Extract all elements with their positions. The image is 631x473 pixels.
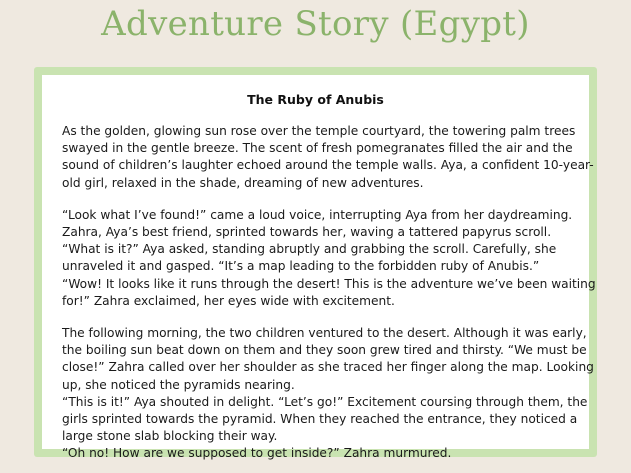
paragraph-line: up, she noticed the pyramids nearing. — [62, 377, 295, 392]
page-title: Adventure Story (Egypt) — [101, 4, 530, 44]
paragraph-line: girls sprinted towards the pyramid. When they reached the entrance, they noticed a — [62, 412, 578, 427]
paragraph-line: unraveled it and gasped. “It’s a map leading to the forbidden ruby of Anubis.” — [62, 259, 540, 274]
story-sheet — [42, 75, 596, 461]
paragraph-line: for!” Zahra exclaimed, her eyes wide with excitement. — [62, 293, 395, 308]
story-body — [62, 123, 596, 463]
paragraph-line: The following morning, the two children ventured to the desert. Although it was early, — [62, 326, 587, 341]
paragraph-line: old girl, relaxed in the shade, dreaming of new adventures. — [62, 175, 424, 190]
paragraph-line: “Wow! It looks like it runs through the desert! This is the adventure we’ve been waiting — [62, 276, 596, 291]
paragraph-line: “Oh no! How are we supposed to get inside?” Zahra murmured. — [62, 446, 452, 461]
paragraph-line: “What is it?” Aya asked, standing abruptly and grabbing the scroll. Carefully, she — [62, 242, 557, 257]
paragraph-2 — [62, 207, 596, 310]
paragraph-1 — [62, 123, 594, 192]
paragraph-line: sound of children’s laughter echoed around the temple walls. Aya, a confident 10-year- — [62, 158, 594, 173]
paragraph-line: Zahra, Aya’s best friend, sprinted towards her, waving a tattered papyrus scroll. — [62, 225, 552, 240]
paragraph-line: the boiling sun beat down on them and they soon grew tired and thirsty. “We must be — [62, 343, 587, 358]
paragraph-line: “Look what I’ve found!” came a loud voice, interrupting Aya from her daydreaming. — [62, 207, 573, 222]
paragraph-gap — [62, 310, 582, 325]
paragraph-3 — [62, 325, 594, 463]
paragraph-line: As the golden, glowing sun rose over the temple courtyard, the towering palm trees — [62, 124, 576, 138]
paragraph-line: close!” Zahra called over her shoulder as she traced her finger along the map. Looking — [62, 360, 594, 375]
paragraph-gap — [62, 192, 582, 207]
paragraph-line: “This is it!” Aya shouted in delight. “Let’s go!” Excitement coursing through them, the — [62, 394, 588, 409]
paragraph-line: swayed in the gentle breeze. The scent of fresh pomegranates filled the air and the — [62, 141, 573, 156]
paragraph-line: large stone slab blocking their way. — [62, 429, 278, 444]
story-title: The Ruby of Anubis — [247, 92, 384, 107]
